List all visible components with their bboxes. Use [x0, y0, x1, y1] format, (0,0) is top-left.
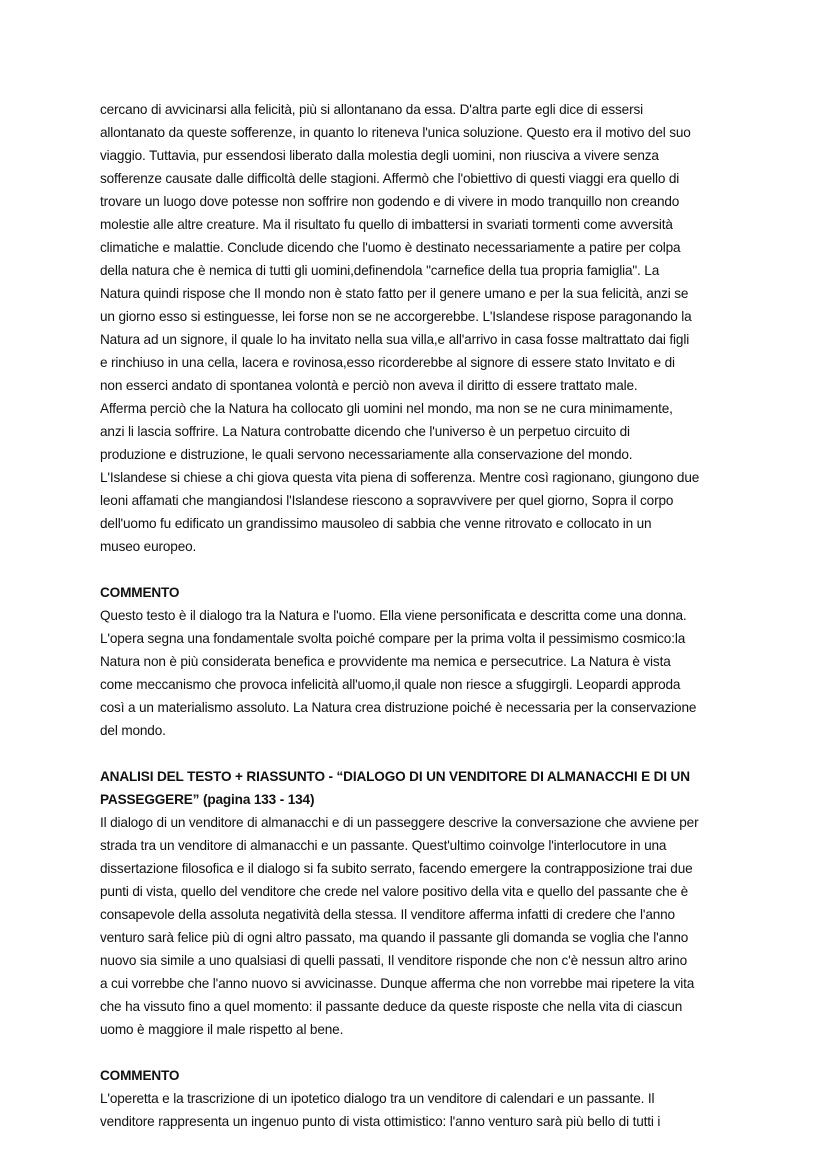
intro-paragraph [100, 98, 718, 558]
text-line: Natura ad un signore, il quale lo ha invitato nella sua villa,e all'arrivo in casa fosse maltrattato dai figli [100, 332, 690, 347]
text-line: del mondo. [100, 723, 166, 738]
text-line: dissertazione filosofica e il dialogo si fa subito serrato, facendo emergere la contrapposizione trai due [100, 861, 693, 876]
text-line: L'opera segna una fondamentale svolta poiché compare per la prima volta il pessimismo cosmico:la [100, 631, 686, 646]
text-line: che ha vissuto fino a quel momento: il passante deduce da queste risposte che nella vita di ciascun [100, 999, 683, 1014]
text-line: anzi li lascia soffrire. La Natura controbatte dicendo che l'universo è un perpetuo circuito di [100, 424, 630, 439]
paragraph-spacer [100, 742, 718, 765]
text-line: Natura quindi rispose che Il mondo non è stato fatto per il genere umano e per la sua felicità, anzi se [100, 286, 689, 301]
text-line: L'operetta e la trascrizione di un ipotetico dialogo tra un venditore di calendari e un passante. Il [100, 1091, 655, 1106]
section-heading: ANALISI DEL TESTO + RIASSUNTO - “DIALOGO DI UN VENDITORE DI ALMANACCHI E DI UN [100, 769, 690, 784]
text-line: un giorno esso si estinguesse, lei forse non se ne accorgerebbe. L'Islandese rispose paragonando la [100, 309, 692, 324]
text-line: cercano di avvicinarsi alla felicità, più si allontanano da essa. D'altra parte egli dice di essersi [100, 102, 643, 117]
text-line: produzione e distruzione, le quali servono necessariamente alla conservazione del mondo. [100, 447, 633, 462]
text-line: Natura non è più considerata benefica e provvidente ma nemica e persecutrice. La Natura è vista [100, 654, 671, 669]
text-line: non esserci andato di spontanea volontà e perciò non aveva il diritto di essere trattato male. [100, 378, 638, 393]
text-line: e rinchiuso in una cella, lacera e rovinosa,esso ricorderebbe al signore di essere stato Invitato e di [100, 355, 675, 370]
text-line: museo europeo. [100, 539, 197, 554]
text-line: molestie alle altre creature. Ma il risultato fu quello di imbattersi in svariati tormenti come avversità [100, 217, 673, 232]
text-line: L'Islandese si chiese a chi giova questa vita piena di sofferenza. Mentre così ragionano, giungono due [100, 470, 700, 485]
text-line: Il dialogo di un venditore di almanacchi e di un passeggere descrive la conversazione che avviene per [100, 815, 699, 830]
text-line: Afferma perciò che la Natura ha collocato gli uomini nel mondo, ma non se ne cura minimamente, [100, 401, 673, 416]
commento-section-2 [100, 1064, 718, 1133]
paragraph-spacer [100, 1041, 718, 1064]
section-heading: PASSEGGERE” (pagina 133 - 134) [100, 792, 315, 807]
text-line: sofferenze causate dalle difficoltà delle stagioni. Affermò che l'obiettivo di questi viaggi era quello di [100, 171, 680, 186]
text-line: venturo sarà felice più di ogni altro passato, ma quando il passante gli domanda se voglia che l'anno [100, 930, 689, 945]
paragraph-spacer [100, 558, 718, 581]
text-line: punti di vista, quello del venditore che crede nel valore positivo della vita e quello del passante che è [100, 884, 689, 899]
text-line: come meccanismo che provoca infelicità all'uomo,il quale non riesce a sfuggirgli. Leopardi approda [100, 677, 681, 692]
text-line: allontanato da queste sofferenze, in quanto lo riteneva l'unica soluzione. Questo era il motivo del suo [100, 125, 691, 140]
text-line: dell'uomo fu edificato un grandissimo mausoleo di sabbia che venne ritrovato e collocato in un [100, 516, 652, 531]
commento-section-1 [100, 581, 718, 742]
text-line: climatiche e malattie. Conclude dicendo che l'uomo è destinato necessariamente a patire per colpa [100, 240, 681, 255]
text-line: uomo è maggiore il male rispetto al bene. [100, 1022, 344, 1037]
text-line: trovare un luogo dove potesse non soffrire non godendo e di vivere in modo tranquillo non creando [100, 194, 680, 209]
text-line: venditore rappresenta un ingenuo punto di vista ottimistico: l'anno venturo sarà più bello di tutti i [100, 1114, 661, 1129]
text-line: consapevole della assoluta negatività della stessa. Il venditore afferma infatti di credere che l'anno [100, 907, 675, 922]
analisi-section [100, 765, 718, 1041]
document-page [100, 98, 718, 1133]
text-line: della natura che è nemica di tutti gli uomini,definendola "carnefice della tua propria famiglia". La [100, 263, 660, 278]
text-line: nuovo sia simile a uno qualsiasi di quelli passati, Il venditore risponde che non c'è nessun altro arino [100, 953, 687, 968]
text-line: strada tra un venditore di almanacchi e un passante. Quest'ultimo coinvolge l'interlocutore in una [100, 838, 667, 853]
text-line: viaggio. Tuttavia, pur essendosi liberato dalla molestia degli uomini, non riusciva a vivere senza [100, 148, 659, 163]
text-line: a cui vorrebbe che l'anno nuovo si avvicinasse. Dunque afferma che non vorrebbe mai ripetere la vita [100, 976, 695, 991]
section-heading: COMMENTO [100, 1068, 180, 1083]
section-heading: COMMENTO [100, 585, 180, 600]
text-line: leoni affamati che mangiandosi l'Islandese riescono a sopravvivere per quel giorno, Sopra il corpo [100, 493, 674, 508]
text-line: così a un materialismo assoluto. La Natura crea distruzione poiché è necessaria per la conservazione [100, 700, 697, 715]
text-line: Questo testo è il dialogo tra la Natura e l'uomo. Ella viene personificata e descritta come una donna. [100, 608, 687, 623]
